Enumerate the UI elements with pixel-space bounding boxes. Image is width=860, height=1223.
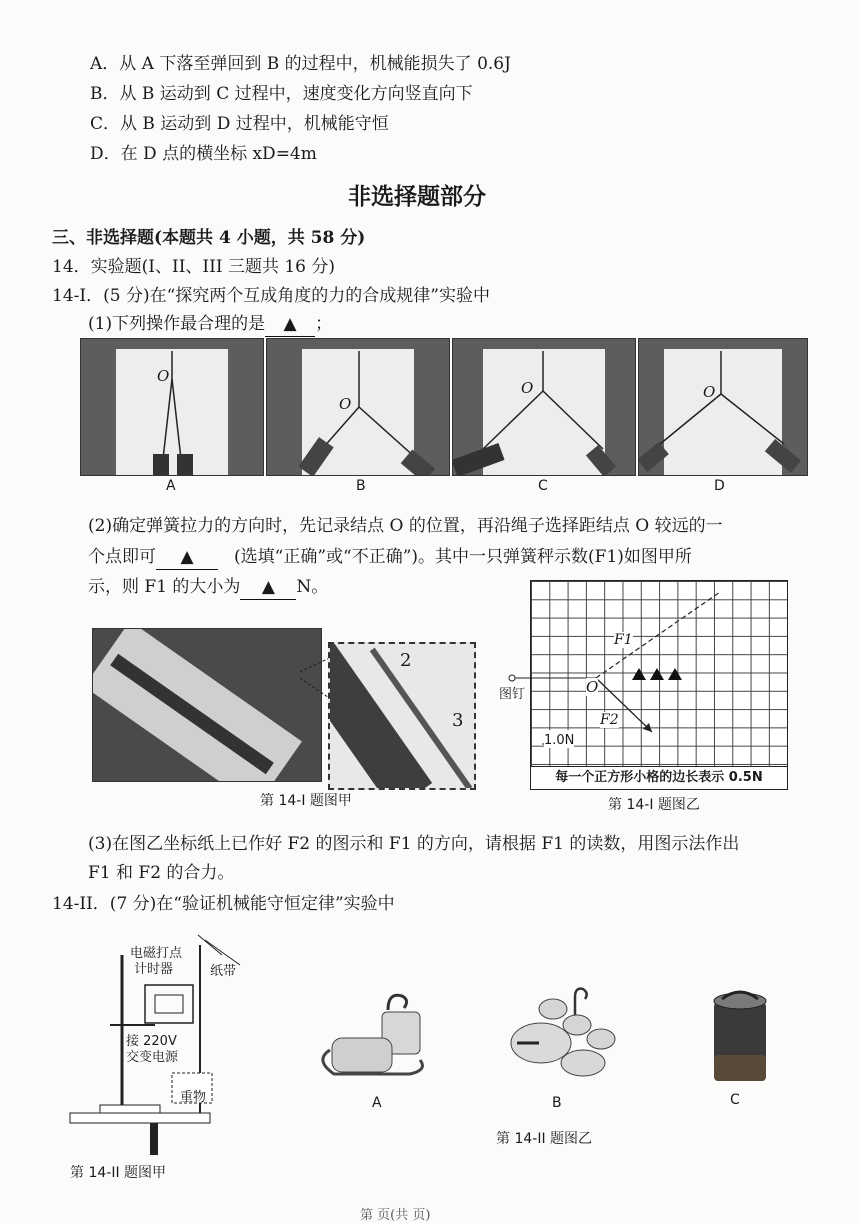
power-label-2: 交变电源 bbox=[126, 1050, 179, 1065]
q14-1-2-line2 bbox=[88, 545, 218, 570]
answer-blank bbox=[240, 575, 296, 600]
answer-blank bbox=[265, 312, 315, 337]
q14-1-1 bbox=[88, 312, 332, 337]
answer-blank bbox=[156, 545, 218, 570]
weight-c-image bbox=[700, 985, 780, 1085]
caption-yi: 第 14-I 题图乙 bbox=[608, 797, 700, 813]
point-o: O bbox=[521, 379, 534, 397]
blank-triangle: ▲ bbox=[180, 547, 194, 567]
q14-1-2-unit: N。 bbox=[296, 577, 329, 597]
q14-1-1-text: (1)下列操作最合理的是 bbox=[88, 314, 266, 334]
option-d: D．在 D 点的横坐标 xD=4m bbox=[90, 144, 317, 164]
scale-number-2: 2 bbox=[400, 650, 412, 671]
scale-zoom-photo bbox=[328, 642, 476, 790]
caption-14-2-jia: 第 14-II 题图甲 bbox=[70, 1165, 167, 1181]
pin-label: 图钉 bbox=[499, 683, 525, 702]
weight-a-image bbox=[310, 990, 450, 1090]
photo-label-d: D bbox=[714, 478, 725, 494]
blank-triangle: ▲ bbox=[261, 577, 275, 597]
q14-2-heading: 14-II．(7 分)在“验证机械能守恒定律”实验中 bbox=[52, 894, 395, 914]
part3-heading: 三、非选择题(本题共 4 小题，共 58 分) bbox=[52, 228, 366, 248]
blank-triangle: ▲ bbox=[283, 314, 297, 334]
weight-label-b: B bbox=[552, 1095, 562, 1111]
f2-label: F2 bbox=[600, 712, 619, 728]
scale-number-3: 3 bbox=[452, 710, 464, 731]
weight-label-c: C bbox=[730, 1092, 740, 1108]
photo-label-c: C bbox=[538, 478, 548, 494]
power-label: 接 220V bbox=[126, 1034, 177, 1049]
scale-unit-label: 1.0N bbox=[544, 733, 575, 748]
photo-d bbox=[638, 338, 808, 476]
q14-1-3-line2: F1 和 F2 的合力。 bbox=[88, 863, 235, 883]
photo-b bbox=[266, 338, 450, 476]
q14-1-1-end: ； bbox=[315, 314, 333, 334]
grid-point-o: O bbox=[586, 678, 599, 696]
q14-1-2-text: 个点即可 bbox=[88, 547, 156, 567]
grid-note: 每一个正方形小格的边长表示 0.5N bbox=[530, 766, 788, 790]
photo-c bbox=[452, 338, 636, 476]
caption-14-2-yi: 第 14-II 题图乙 bbox=[496, 1131, 593, 1147]
weight-b-image bbox=[505, 985, 625, 1085]
f1-label: F1 bbox=[614, 632, 633, 648]
q14-1-3-line1: (3)在图乙坐标纸上已作好 F2 的图示和 F1 的方向，请根据 F1 的读数，用图示法作出 bbox=[88, 834, 740, 854]
q14-1-2-line3 bbox=[88, 575, 328, 600]
q14-1-heading: 14-I．(5 分)在“探究两个互成角度的力的合成规律”实验中 bbox=[52, 286, 490, 306]
option-a: A．从 A 下落至弹回到 B 的过程中，机械能损失了 0.6J bbox=[90, 54, 511, 74]
page-footer: 第 页(共 页) bbox=[360, 1208, 431, 1223]
caption-jia: 第 14-I 题图甲 bbox=[260, 793, 352, 809]
weight-label: 重物 bbox=[180, 1090, 207, 1105]
q14-1-2-text: 示，则 F1 的大小为 bbox=[88, 577, 241, 597]
option-b: B．从 B 运动到 C 过程中，速度变化方向竖直向下 bbox=[90, 84, 473, 104]
photo-label-b: B bbox=[356, 478, 366, 494]
q14-1-2-line1: (2)确定弹簧拉力的方向时，先记录结点 O 的位置，再沿绳子选择距结点 O 较远的一 bbox=[88, 516, 723, 536]
point-o: O bbox=[339, 395, 352, 413]
q14-heading: 14．实验题(I、II、III 三题共 16 分) bbox=[52, 257, 336, 277]
section-title: 非选择题部分 bbox=[348, 184, 486, 210]
photo-a bbox=[80, 338, 264, 476]
spring-scale-photo bbox=[92, 628, 322, 782]
timer-label: 电磁打点 bbox=[130, 946, 183, 961]
point-o: O bbox=[157, 367, 170, 385]
timer-label-2: 计时器 bbox=[134, 962, 174, 977]
photo-label-a: A bbox=[166, 478, 176, 494]
weight-label-a: A bbox=[372, 1095, 382, 1111]
point-o: O bbox=[703, 383, 716, 401]
option-c: C．从 B 运动到 D 过程中，机械能守恒 bbox=[90, 114, 389, 134]
tape-label: 纸带 bbox=[210, 964, 237, 979]
q14-1-2-line2b: (选填“正确”或“不正确”)。其中一只弹簧秤示数(F1)如图甲所 bbox=[234, 547, 692, 567]
